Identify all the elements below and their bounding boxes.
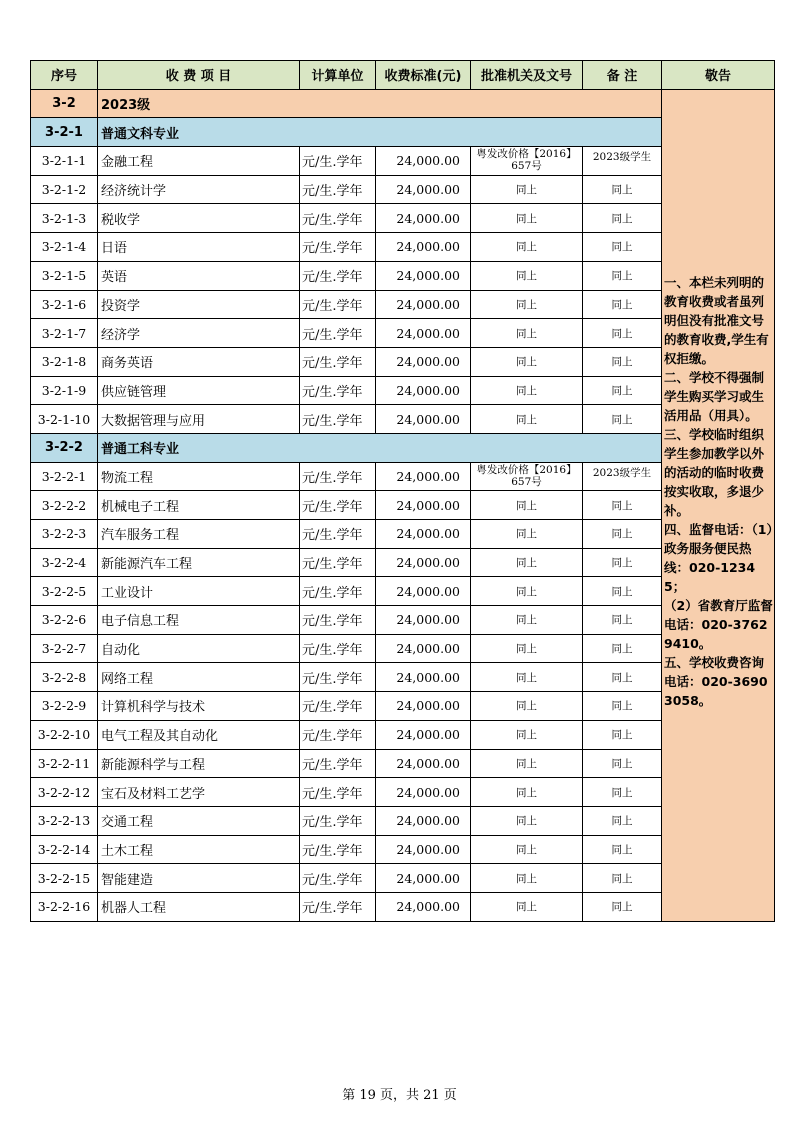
row-standard: 24,000.00 (376, 204, 471, 233)
header-code: 序号 (31, 61, 98, 90)
row-unit: 元/生.学年 (300, 749, 376, 778)
header-row (31, 61, 775, 90)
row-unit: 元/生.学年 (300, 634, 376, 663)
row-item-name: 税收学 (98, 204, 300, 233)
row-item-name: 新能源汽车工程 (98, 548, 300, 577)
row-code: 3-2-1-5 (31, 261, 98, 290)
row-approval: 同上 (471, 319, 583, 348)
row-standard: 24,000.00 (376, 577, 471, 606)
row-unit: 元/生.学年 (300, 548, 376, 577)
row-approval: 同上 (471, 749, 583, 778)
row-code: 3-2-2-14 (31, 835, 98, 864)
row-item-name: 工业设计 (98, 577, 300, 606)
row-unit: 元/生.学年 (300, 233, 376, 262)
row-approval: 同上 (471, 892, 583, 921)
row-remark: 同上 (583, 548, 662, 577)
row-unit: 元/生.学年 (300, 663, 376, 692)
row-item-name: 商务英语 (98, 347, 300, 376)
row-code: 3-2-2-15 (31, 864, 98, 893)
row-remark: 同上 (583, 864, 662, 893)
row-code: 3-2-2-3 (31, 520, 98, 549)
row-unit: 元/生.学年 (300, 405, 376, 434)
row-approval: 同上 (471, 634, 583, 663)
row-standard: 24,000.00 (376, 720, 471, 749)
row-unit: 元/生.学年 (300, 204, 376, 233)
row-remark: 同上 (583, 663, 662, 692)
row-standard: 24,000.00 (376, 405, 471, 434)
row-item-name: 投资学 (98, 290, 300, 319)
notice-text: 一、本栏未列明的教育收费或者虽列明但没有批准文号的教育收费,学生有权拒缴。 二、学校不得强制学生购买学习或生活用品（用具）。 三、学校临时组织学生参加教学以外的活动的临时收费按实收取，多退少补。 四、监督电话：（1）政务服务便民热线：020-12345； （2）省教育厅监督电话：020-37629410。 五、学校收费咨询电话：020-36903058。 (664, 274, 773, 708)
row-item-name: 大数据管理与应用 (98, 405, 300, 434)
row-unit: 元/生.学年 (300, 892, 376, 921)
group-row (31, 89, 775, 118)
row-item-name: 经济统计学 (98, 175, 300, 204)
row-unit: 元/生.学年 (300, 606, 376, 635)
header-remark: 备 注 (583, 61, 662, 90)
row-code: 3-2-2-8 (31, 663, 98, 692)
row-standard: 24,000.00 (376, 663, 471, 692)
row-standard: 24,000.00 (376, 347, 471, 376)
row-unit: 元/生.学年 (300, 720, 376, 749)
row-unit: 元/生.学年 (300, 290, 376, 319)
section-code: 3-2-2 (31, 433, 98, 462)
row-standard: 24,000.00 (376, 749, 471, 778)
row-approval: 同上 (471, 663, 583, 692)
row-standard: 24,000.00 (376, 233, 471, 262)
row-remark: 同上 (583, 606, 662, 635)
row-unit: 元/生.学年 (300, 347, 376, 376)
row-standard: 24,000.00 (376, 319, 471, 348)
row-code: 3-2-2-10 (31, 720, 98, 749)
row-remark: 同上 (583, 261, 662, 290)
row-standard: 24,000.00 (376, 491, 471, 520)
row-approval: 同上 (471, 405, 583, 434)
section-code: 3-2-1 (31, 118, 98, 147)
row-approval: 粤发改价格【2016】657号 (471, 147, 583, 176)
row-item-name: 网络工程 (98, 663, 300, 692)
row-remark: 同上 (583, 778, 662, 807)
row-remark: 同上 (583, 577, 662, 606)
row-approval: 同上 (471, 491, 583, 520)
row-approval: 同上 (471, 204, 583, 233)
row-standard: 24,000.00 (376, 147, 471, 176)
row-remark: 同上 (583, 376, 662, 405)
row-item-name: 计算机科学与技术 (98, 692, 300, 721)
row-standard: 24,000.00 (376, 778, 471, 807)
notice-cell (662, 89, 775, 921)
row-approval: 同上 (471, 175, 583, 204)
row-code: 3-2-1-6 (31, 290, 98, 319)
row-unit: 元/生.学年 (300, 835, 376, 864)
row-unit: 元/生.学年 (300, 806, 376, 835)
row-code: 3-2-2-6 (31, 606, 98, 635)
row-standard: 24,000.00 (376, 864, 471, 893)
row-unit: 元/生.学年 (300, 147, 376, 176)
row-remark: 同上 (583, 892, 662, 921)
header-standard: 收费标准(元) (376, 61, 471, 90)
row-unit: 元/生.学年 (300, 577, 376, 606)
row-item-name: 机器人工程 (98, 892, 300, 921)
row-standard: 24,000.00 (376, 835, 471, 864)
row-unit: 元/生.学年 (300, 520, 376, 549)
row-remark: 同上 (583, 806, 662, 835)
row-approval: 同上 (471, 376, 583, 405)
row-approval: 同上 (471, 261, 583, 290)
row-standard: 24,000.00 (376, 548, 471, 577)
row-unit: 元/生.学年 (300, 778, 376, 807)
row-remark: 同上 (583, 634, 662, 663)
row-code: 3-2-2-7 (31, 634, 98, 663)
row-item-name: 宝石及材料工艺学 (98, 778, 300, 807)
row-code: 3-2-2-9 (31, 692, 98, 721)
row-remark: 同上 (583, 319, 662, 348)
row-code: 3-2-1-7 (31, 319, 98, 348)
row-code: 3-2-1-2 (31, 175, 98, 204)
row-approval: 同上 (471, 606, 583, 635)
row-standard: 24,000.00 (376, 692, 471, 721)
row-item-name: 智能建造 (98, 864, 300, 893)
row-code: 3-2-1-8 (31, 347, 98, 376)
row-approval: 同上 (471, 778, 583, 807)
row-standard: 24,000.00 (376, 806, 471, 835)
section-name: 普通文科专业 (98, 118, 662, 147)
row-remark: 同上 (583, 405, 662, 434)
row-code: 3-2-2-5 (31, 577, 98, 606)
row-item-name: 供应链管理 (98, 376, 300, 405)
row-standard: 24,000.00 (376, 175, 471, 204)
group-code: 3-2 (31, 89, 98, 118)
row-remark: 同上 (583, 835, 662, 864)
row-code: 3-2-1-4 (31, 233, 98, 262)
row-item-name: 经济学 (98, 319, 300, 348)
row-remark: 同上 (583, 347, 662, 376)
row-item-name: 电子信息工程 (98, 606, 300, 635)
row-code: 3-2-2-16 (31, 892, 98, 921)
row-code: 3-2-1-3 (31, 204, 98, 233)
row-approval: 同上 (471, 577, 583, 606)
row-unit: 元/生.学年 (300, 864, 376, 893)
row-item-name: 日语 (98, 233, 300, 262)
row-remark: 同上 (583, 175, 662, 204)
row-remark: 同上 (583, 520, 662, 549)
row-remark: 2023级学生 (583, 147, 662, 176)
row-item-name: 机械电子工程 (98, 491, 300, 520)
row-standard: 24,000.00 (376, 261, 471, 290)
row-remark: 2023级学生 (583, 462, 662, 491)
row-code: 3-2-1-1 (31, 147, 98, 176)
row-item-name: 土木工程 (98, 835, 300, 864)
row-item-name: 电气工程及其自动化 (98, 720, 300, 749)
row-code: 3-2-2-1 (31, 462, 98, 491)
row-approval: 同上 (471, 548, 583, 577)
row-remark: 同上 (583, 491, 662, 520)
row-item-name: 英语 (98, 261, 300, 290)
row-item-name: 汽车服务工程 (98, 520, 300, 549)
row-approval: 同上 (471, 864, 583, 893)
row-standard: 24,000.00 (376, 606, 471, 635)
row-approval: 粤发改价格【2016】657号 (471, 462, 583, 491)
row-unit: 元/生.学年 (300, 175, 376, 204)
page-footer: 第 19 页，共 21 页 (342, 1088, 457, 1103)
fee-table (30, 60, 775, 922)
row-approval: 同上 (471, 347, 583, 376)
group-name: 2023级 (98, 89, 662, 118)
row-approval: 同上 (471, 290, 583, 319)
row-code: 3-2-1-9 (31, 376, 98, 405)
row-unit: 元/生.学年 (300, 319, 376, 348)
row-unit: 元/生.学年 (300, 462, 376, 491)
header-unit: 计算单位 (300, 61, 376, 90)
row-item-name: 新能源科学与工程 (98, 749, 300, 778)
row-standard: 24,000.00 (376, 892, 471, 921)
row-remark: 同上 (583, 233, 662, 262)
row-standard: 24,000.00 (376, 462, 471, 491)
row-remark: 同上 (583, 692, 662, 721)
row-code: 3-2-2-13 (31, 806, 98, 835)
section-name: 普通工科专业 (98, 433, 662, 462)
row-remark: 同上 (583, 749, 662, 778)
header-approval: 批准机关及文号 (471, 61, 583, 90)
row-item-name: 自动化 (98, 634, 300, 663)
row-remark: 同上 (583, 290, 662, 319)
row-code: 3-2-2-11 (31, 749, 98, 778)
row-item-name: 交通工程 (98, 806, 300, 835)
row-remark: 同上 (583, 720, 662, 749)
row-approval: 同上 (471, 233, 583, 262)
row-standard: 24,000.00 (376, 520, 471, 549)
row-standard: 24,000.00 (376, 290, 471, 319)
header-item: 收 费 项 目 (98, 61, 300, 90)
row-code: 3-2-1-10 (31, 405, 98, 434)
row-standard: 24,000.00 (376, 634, 471, 663)
row-unit: 元/生.学年 (300, 261, 376, 290)
row-approval: 同上 (471, 835, 583, 864)
row-unit: 元/生.学年 (300, 376, 376, 405)
header-notice: 敬告 (662, 61, 775, 90)
row-approval: 同上 (471, 520, 583, 549)
row-code: 3-2-2-12 (31, 778, 98, 807)
row-remark: 同上 (583, 204, 662, 233)
row-approval: 同上 (471, 692, 583, 721)
row-approval: 同上 (471, 720, 583, 749)
row-unit: 元/生.学年 (300, 692, 376, 721)
row-code: 3-2-2-4 (31, 548, 98, 577)
row-standard: 24,000.00 (376, 376, 471, 405)
row-unit: 元/生.学年 (300, 491, 376, 520)
row-item-name: 物流工程 (98, 462, 300, 491)
row-code: 3-2-2-2 (31, 491, 98, 520)
row-item-name: 金融工程 (98, 147, 300, 176)
row-approval: 同上 (471, 806, 583, 835)
